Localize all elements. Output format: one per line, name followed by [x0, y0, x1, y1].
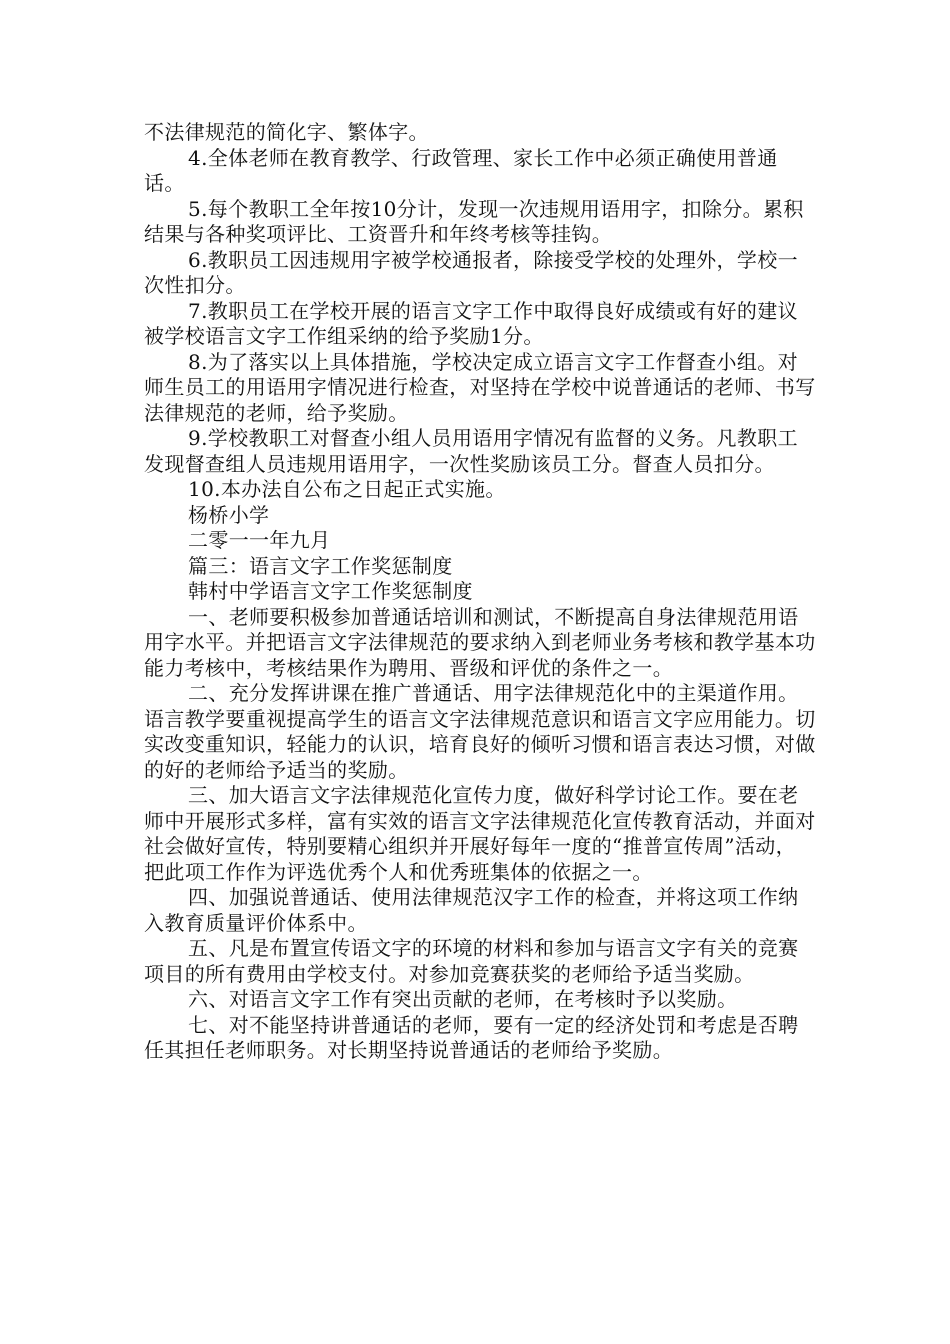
paragraph-5: 7.教职员工在学校开展的语言文字工作中取得良好成绩或有好的建议被学校语言文字工作组采纳的给予奖励1分。 — [144, 298, 798, 348]
paragraph-15: 三、加大语言文字法律规范化宣传力度，做好科学讨论工作。要在老师中开展形式多样，富有实效的语言文字法律规范化宣传教育活动，并面对社会做好宣传，特别要精心组织并开展好每年一度的“推普宣传周”活动，把此项工作作为评选优秀个人和优秀班集体的依据之一。 — [144, 783, 816, 884]
paragraph-17: 五、凡是布置宣传语文字的环境的材料和参加与语言文字有关的竞赛项目的所有费用由学校支付。对参加竞赛获奖的老师给予适当奖励。 — [144, 936, 799, 986]
paragraph-14: 二、充分发挥讲课在推广普通话、用字法律规范化中的主渠道作用。语言教学要重视提高学生的语言文字法律规范意识和语言文字应用能力。切实改变重知识，轻能力的认识，培育良好的倾听习惯和语言表达习惯，对做的好的老师给予适当的奖励。 — [144, 681, 816, 782]
section-heading: 篇三：语言文字工作奖惩制度 — [188, 553, 453, 578]
paragraph-4: 6.教职员工因违规用字被学校通报者，除接受学校的处理外，学校一次性扣分。 — [144, 247, 798, 297]
paragraph-16: 四、加强说普通话、使用法律规范汉字工作的检查，并将这项工作纳入教育质量评价体系中。 — [144, 885, 799, 935]
paragraph-19: 七、对不能坚持讲普通话的老师，要有一定的经济处罚和考虑是否聘任其担任老师职务。对长期坚持说普通话的老师给予奖励。 — [144, 1012, 799, 1062]
school-signature: 杨桥小学 — [188, 502, 270, 527]
paragraph-2: 4.全体老师在教育教学、行政管理、家长工作中必须正确使用普通话。 — [144, 145, 778, 195]
paragraph-6: 8.为了落实以上具体措施，学校决定成立语言文字工作督查小组。对师生员工的用语用字情况进行检查，对坚持在学校中说普通话的老师、书写法律规范的老师，给予奖励。 — [144, 349, 816, 425]
paragraph-8: 10.本办法自公布之日起正式实施。 — [188, 477, 506, 501]
document-body — [144, 120, 816, 1064]
signature-date: 二零一一年九月 — [188, 528, 331, 552]
paragraph-1: 不法律规范的简化字、繁体字。 — [144, 120, 429, 144]
paragraph-3: 5.每个教职工全年按10分计，发现一次违规用语用字，扣除分。累积结果与各种奖项评比、工资晋升和年终考核等挂钩。 — [144, 196, 804, 246]
paragraph-13: 一、老师要积极参加普通话培训和测试，不断提高自身法律规范用语用字水平。并把语言文字法律规范的要求纳入到老师业务考核和教学基本功能力考核中，考核结果作为聘用、晋级和评优的条件之一。 — [144, 604, 816, 680]
paragraph-7: 9.学校教职工对督查小组人员用语用字情况有监督的义务。凡教职工发现督查组人员违规用语用字，一次性奖励该员工分。督查人员扣分。 — [144, 426, 798, 476]
paragraph-18: 六、对语言文字工作有突出贡献的老师，在考核时予以奖励。 — [188, 987, 738, 1011]
document-title: 韩村中学语言文字工作奖惩制度 — [188, 579, 473, 603]
